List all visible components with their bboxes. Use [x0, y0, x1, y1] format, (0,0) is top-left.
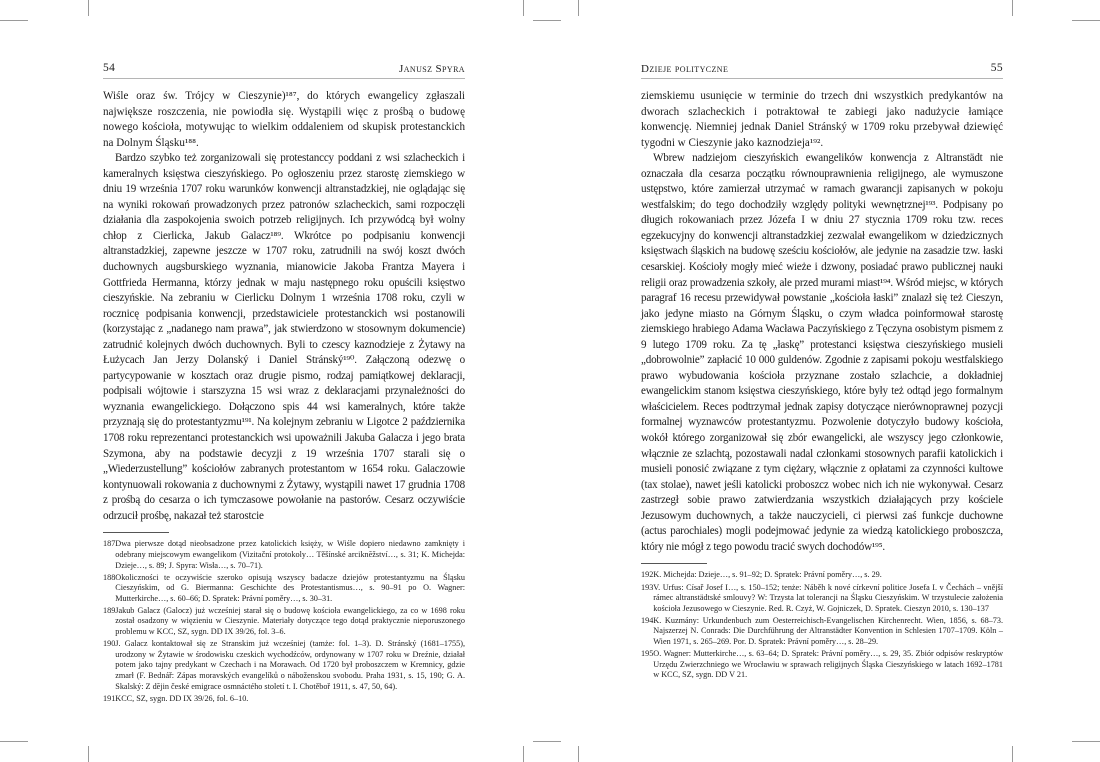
footnote-text: V. Urfus: Císař Josef I…, s. 150–152; tenże: Náběh k nové církevní politice Josefa I. v Čechách – vnější rámec altranstädtské smlouvy? W: Trzysta lat tolerancji na Śląsku Cieszyńskim. W trzystulecie założenia kościoła Jezusowego w Cieszynie. Red. R. Czyż, W. Gojniczek, D. Spratek. Cieszyn 2010, s. 130–137 [653, 582, 1003, 613]
footnote-number: 191 [103, 693, 116, 703]
body-text [103, 89, 465, 524]
crop-mark [0, 741, 28, 742]
footnote-number: 193 [641, 582, 654, 592]
paragraph: Wiśle oraz św. Trójcy w Cieszynie)¹⁸⁷, do których ewangelicy zgłaszali największe roszczenia, nie powiodła się. Wystąpili więc z prośbą o budowę nowego kościoła, motywując to wielkim oddaleniem od skupisk protestanckich na Dolnym Śląsku¹⁸⁸. [103, 90, 465, 149]
footnote-text: KCC, SZ, sygn. DD IX 39/26, fol. 6–10. [115, 693, 249, 703]
left-page [103, 62, 465, 706]
footnote [103, 639, 465, 692]
footnote-number: 194 [641, 615, 654, 625]
footnote [641, 616, 1003, 648]
crop-mark [1012, 0, 1013, 16]
footnote-text: Jakub Galacz (Galocz) już wcześniej starał się o budowę kościoła ewangelickiego, za co w 1698 roku został osadzony w więzieniu w Cieszynie. Materiały dotyczące tego dotąd praktycznie nieporuszonego problemu w KCC, SZ, sygn. DD IX 39/26, fol. 3–6. [115, 605, 465, 637]
footnote-text: K. Kuzmány: Urkundenbuch zum Oesterreichisch-Evangelischen Kirchenrecht. Wien, 1856, s. 68–73. Najszerzej N. Conrads: Die Durchführung der Altranstädter Konvention in Schlesien 1707–1709. Köln – Wien 1971, s. 265–269. Por. D. Spratek: Právní poměry…, s. 28–29. [653, 615, 1003, 646]
crop-mark [523, 746, 524, 762]
footnotes [103, 539, 465, 704]
footnotes [641, 570, 1003, 680]
crop-mark [1012, 746, 1013, 762]
footnote-number: 195 [641, 649, 654, 659]
crop-mark [88, 746, 89, 762]
footnote-text: J. Galacz kontaktował się ze Stranskim już wcześniej (tamże: fol. 1–3). D. Stránský (1681–1755), urodzony w Żytawie w środowisku czeskich wychodźców, ordynowany w 1707 roku w Dreźnie, działał potem jako tajny predykant w Czechach i na Morawach. Od 1720 był proboszczem w Kremnicy, gdzie zmarł (F. Bednář: Zápas moravských evangelíků o náboženskou svobodu. Praha 1931, s. 15, 190; G. A. Skalský: Z dĕjin české emigrace osmnáctého století t. I. Chotěboř 1911, s. 47, 50, 64). [115, 639, 465, 691]
running-head [103, 62, 465, 79]
footnote [103, 606, 465, 638]
running-title: Janusz Spyra [399, 63, 465, 75]
crop-mark [88, 0, 89, 16]
crop-mark [533, 20, 561, 21]
page-number: 55 [990, 62, 1003, 74]
footnote-text: K. Michejda: Dzieje…, s. 91–92; D. Spratek: Právní poměry…, s. 29. [653, 570, 882, 580]
crop-mark [578, 0, 579, 16]
crop-mark [1072, 741, 1100, 742]
page-number: 54 [103, 62, 116, 74]
footnote-rule [103, 532, 169, 533]
footnote [103, 539, 465, 571]
footnote-number: 189 [103, 605, 116, 615]
crop-mark [578, 746, 579, 762]
footnote-number: 190 [103, 639, 116, 649]
footnote-text: Okoliczności te oczywiście szeroko opisują wszyscy badacze dziejów protestantyzmu na Śląsku Cieszyńskim, od G. Biermanna: Geschichte des Protestantismus…, s. 90–91 po O. Wagner: Mutterkirche…, s. 60–66; D. Spratek: Právní poměry…, s. 30–31. [115, 572, 465, 603]
crop-mark [523, 0, 524, 16]
crop-mark [533, 741, 561, 742]
footnote [103, 694, 465, 705]
footnote-number: 188 [103, 572, 116, 582]
footnote [641, 570, 1003, 581]
footnote-number: 187 [103, 539, 116, 549]
footnote-text: Dwa pierwsze dotąd nieobsadzone przez katolickich księży, w Wiśle dopiero niedawno zamknięty i odebrany miejscowym ewangelikom (Vizitační protokoly… Těšínské arciknĕžství…, s. 31; K. Michejda: Dzieje…, s. 89; J. Spyra: Wisła…, s. 70–71). [115, 539, 465, 570]
paragraph: Wbrew nadziejom cieszyńskich ewangelików konwencja z Altranstädt nie oznaczała dla cesarza początku równouprawnienia religijnego, ale wymuszone ustępstwo, które zamierzał utrzymać w ramach gwarancji zapisanych w pokoju westfalskim; do tego dochodziły względy polityki wewnętrznej¹⁹³. Podpisany po długich rokowaniach przez Józefa I w dniu 27 stycznia 1709 roku tzw. reces egzekucyjny do konwencji altranstadzkiej zezwalał ewangelikom w dziedzicznych księstwach śląskich na budowę sześciu kościołów, ale jedynie na zasadzie tzw. łaski cesarskiej. Kościoły mogły mieć wieże i dzwony, posiadać prawo publicznej nauki religii oraz prowadzenia szkoły, ale przed murami miast¹⁹⁴. Wśród miejsc, w których paragraf 16 recesu przewidywał powstanie „kościoła łaski” znalazł się też Cieszyn, jako jedyne miasto na Górnym Śląsku, o czym władca poinformował starostę ziemskiego hrabiego Adama Wacława Paczyńskiego z Tęczyna osobistym pismem z 9 lutego 1709 roku. Za tę „łaskę” protestanci księstwa cieszyńskiego musieli „dobrowolnie” zapłacić 10 000 guldenów. Zgodnie z zapisami pokoju westfalskiego prawo wybudowania kościoła przyznane zostało szlachcie, a dokładniej ewangelickim stanom księstwa cieszyńskiego, które były też odtąd jego formalnym właścicielem. Reces podtrzymał jednak zapisy dotyczące nierównoprawnej pozycji formalnej wyznawców protestantyzmu. Pozwolenie dotyczyło budowy kościoła, wokół którego zorganizował się zbór ewangelicki, ale wszyscy jego członkowie, włącznie ze szlachtą, pozostawali nadal członkami stosownych parafii katolickich i musieli ponosić związane z tym ciężary, włącznie z opłatami za czynności kultowe (tax stolae), nawet jeśli katolicki proboszcz wobec nich ich nie wykonywał. Cesarz zastrzegł sobie prawo zatwierdzania wszystkich działających przy kościele Jezusowym duchownych, a także nauczycieli, ci pierwsi zaś funkcje duchowne (actus parochiales) mogli podejmować jedynie za wiedzą katolickiego proboszcza, który nie mógł z tego powodu tracić swych dochodów¹⁹⁵. [641, 152, 1003, 553]
footnote-number: 192 [641, 570, 654, 580]
crop-mark [1072, 20, 1100, 21]
running-head [641, 62, 1003, 79]
right-page [641, 62, 1003, 682]
footnote-text: O. Wagner: Mutterkirche…, s. 63–64; D. Spratek: Právní poměry…, s. 29, 35. Zbiór odpisów reskryptów Urzędu Zwierzchniego we Wrocławiu w sprawach religijnych Śląska Cieszyńskiego w latach 1692–1781 w KCC, SZ, sygn. DD V 21. [653, 649, 1003, 680]
footnote [641, 583, 1003, 615]
paragraph: Bardzo szybko też zorganizowali się protestanccy poddani z wsi szlacheckich i kameralnych księstwa cieszyńskiego. Po ogłoszeniu przez starostę ziemskiego w dniu 19 września 1707 roku warunków konwencji altranstadzkiej, nie oglądając się na wyniki rokowań prowadzonych przez patronów szlacheckich, sami rozpoczęli działania dla zaspokojenia swoich potrzeb religijnych. Ich przywódcą był wolny chłop z Cierlicka, Jakub Galacz¹⁸⁹. Wkrótce po podpisaniu konwencji altranstadzkiej, zapewne jeszcze w 1707 roku, zatrudnili na swój koszt dwóch duchownych augsburskiego wyznania, mianowicie Jakoba Frantza Mayera i Gottfrieda Hermanna, którzy jednak w maju następnego roku opuścili księstwo cieszyńskie. Na zebraniu w Cierlicku Dolnym 1 września 1708 roku, czyli w rocznicę podpisania konwencji, przedstawiciele protestanckich wsi postanowili (korzystając z „nadanego nam prawa”, jak stwierdzono w stosownym dokumencie) zatrudnić kolejnych dwóch duchownych. Byli to czescy kaznodzieje z Żytawy na Łużycach Jan Jerzy Dolanský i Daniel Stránský¹⁹⁰. Załączoną odezwę o partycypowanie w kosztach oraz drugie pismo, rodzaj pamiątkowej deklaracji, podpisali wójtowie i starszyzna 15 wsi wraz z deklaracjami przynależności do wyznania ewangelickiego. Dołączono spis 44 wsi kameralnych, które także przyznają się do protestantyzmu¹⁹¹. Na kolejnym zebraniu w Ligotce 2 października 1708 roku reprezentanci protestanckich wsi upoważnili Jakuba Galacza i jego brata Szymona, aby na podstawie decyzji z 19 września 1707 starali się o „Wiederzustellung” kościołów zabranych protestantom w 1654 roku. Galaczowie kontynuowali rokowania z duchownymi z Żytawy, wystąpili nawet 17 grudnia 1708 z prośbą do cesarza o ich tymczasowe powołanie na pastorów. Cesarz oczywiście odrzucił prośbę, nakazał też starostcie [103, 152, 465, 522]
paragraph: ziemskiemu usunięcie w terminie do trzech dni wszystkich predykantów na dworach szlacheckich i potraktował te zabiegi jako nadużycie łamiące konwencję. Niemniej jednak Daniel Stránský w 1709 roku przebywał dziewięć tygodni w Cieszynie jako kaznodzieja¹⁹². [641, 90, 1003, 149]
running-title: Dzieje polityczne [641, 63, 729, 75]
footnote-rule [641, 563, 707, 564]
crop-mark [0, 20, 28, 21]
footnote [641, 649, 1003, 681]
footnote [103, 573, 465, 605]
body-text [641, 89, 1003, 555]
